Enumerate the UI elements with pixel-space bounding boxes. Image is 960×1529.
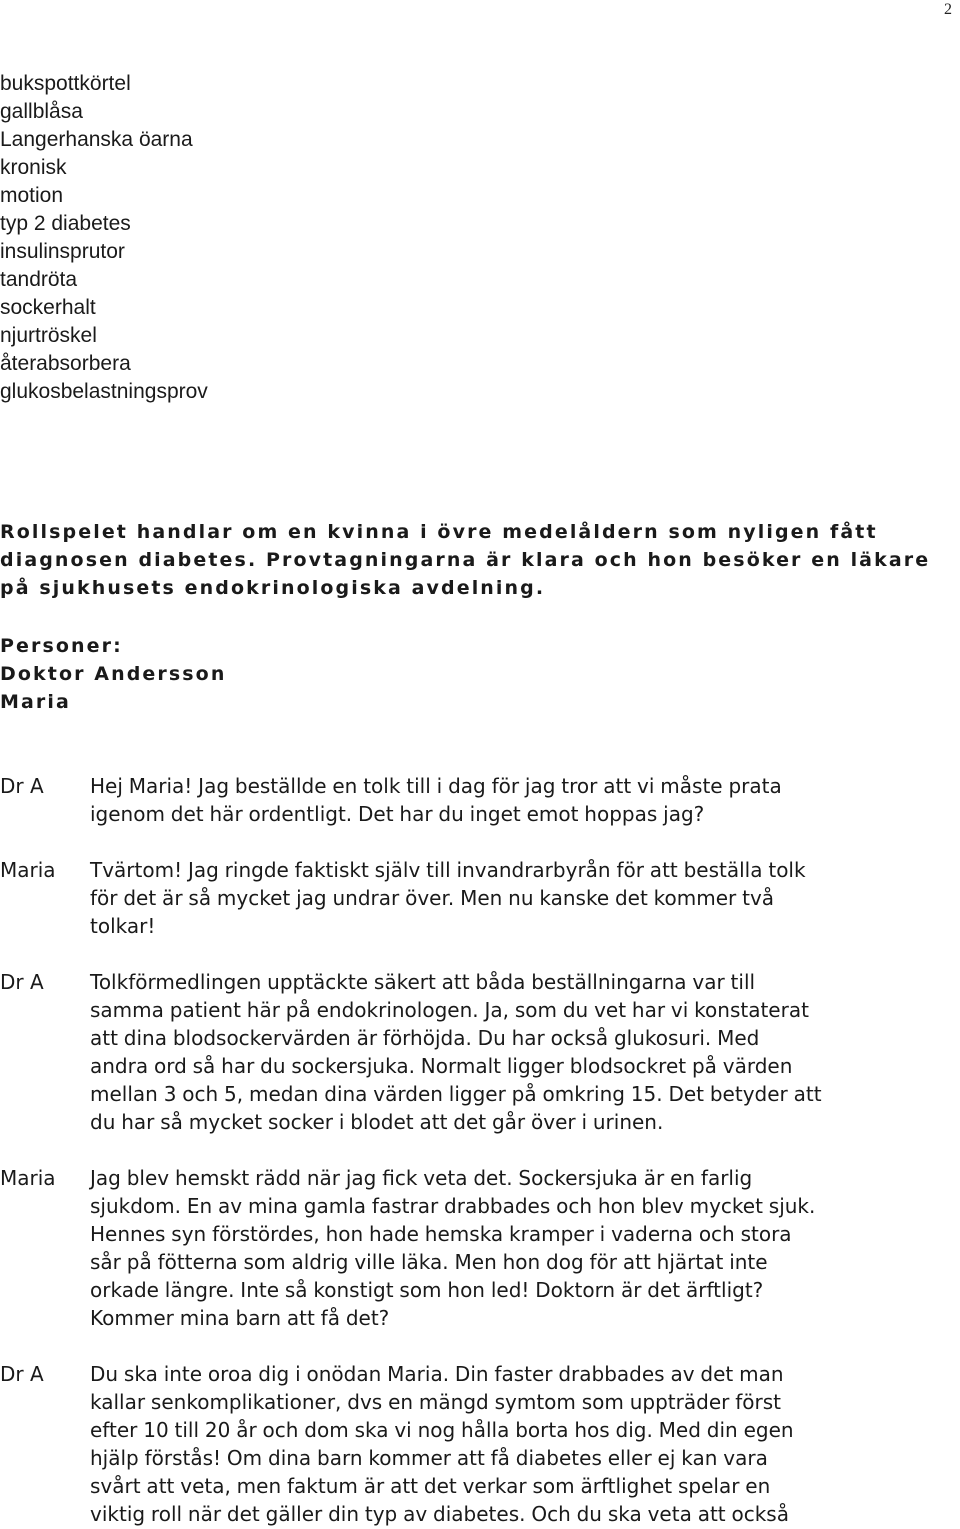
vocabulary-item: återabsorbera xyxy=(0,352,131,375)
dialogue-line: att dina blodsockervärden är förhöjda. Du har också glukosuri. Med xyxy=(90,1026,760,1050)
vocabulary-item: tandröta xyxy=(0,268,78,291)
speaker-label: Dr A xyxy=(0,970,44,994)
dialogue-line: efter 10 till 20 år och dom ska vi nog hålla borta hos dig. Med din egen xyxy=(90,1418,794,1442)
dialogue-line: Jag blev hemskt rädd när jag fick veta det. Sockersjuka är en farlig xyxy=(90,1166,753,1190)
dialogue-turn xyxy=(0,856,960,940)
dialogue-line: Hennes syn förstördes, hon hade hemska kramper i vaderna och stora xyxy=(90,1222,792,1246)
speaker-label: Dr A xyxy=(0,1362,44,1386)
vocabulary-item: insulinsprutor xyxy=(0,240,125,263)
dialogue-line: mellan 3 och 5, medan dina värden ligger på omkring 15. Det betyder att xyxy=(90,1082,822,1106)
vocabulary-item: glukosbelastningsprov xyxy=(0,380,208,403)
dialogue-line: tolkar! xyxy=(90,914,156,938)
dialogue-turn xyxy=(0,1360,960,1528)
vocabulary-list xyxy=(0,70,208,406)
person-name: Doktor Andersson xyxy=(0,663,227,685)
dialogue-turn xyxy=(0,1164,960,1332)
dialogue-line: sjukdom. En av mina gamla fastrar drabbades och hon blev mycket sjuk. xyxy=(90,1194,816,1218)
dialogue-line: för det är så mycket jag undrar över. Men nu kanske det kommer två xyxy=(90,886,775,910)
vocabulary-item: Langerhanska öarna xyxy=(0,128,193,151)
persons-block xyxy=(0,632,226,716)
vocabulary-item: typ 2 diabetes xyxy=(0,212,131,235)
dialogue-line: Kommer mina barn att få det? xyxy=(90,1306,390,1330)
roleplay-intro: Rollspelet handlar om en kvinna i övre medelåldern som nyligen fått diagnosen diabetes. Provtagningarna är klara och hon besöker en läkare på sjukhusets endokrinologiska avdelning. xyxy=(0,521,931,599)
vocabulary-item: sockerhalt xyxy=(0,296,96,319)
dialogue-line: kallar senkomplikationer, dvs en mängd symtom som uppträder först xyxy=(90,1390,781,1414)
dialogue-line: du har så mycket socker i blodet att det går över i urinen. xyxy=(90,1110,664,1134)
speaker-label: Maria xyxy=(0,1166,56,1190)
dialogue-line: hjälp förstås! Om dina barn kommer att få diabetes eller ej kan vara xyxy=(90,1446,768,1470)
speaker-label: Maria xyxy=(0,858,56,882)
dialogue-line: andra ord så har du sockersjuka. Normalt ligger blodsockret på värden xyxy=(90,1054,793,1078)
dialogue-line: svårt att veta, men faktum är att det verkar som ärftlighet spelar en xyxy=(90,1474,771,1498)
dialogue-line: samma patient här på endokrinologen. Ja, som du vet har vi konstaterat xyxy=(90,998,809,1022)
page-number: 2 xyxy=(944,1,952,18)
vocabulary-item: bukspottkörtel xyxy=(0,72,131,95)
dialogue-turn xyxy=(0,772,960,828)
dialogue-line: Hej Maria! Jag beställde en tolk till i dag för jag tror att vi måste prata xyxy=(90,774,782,798)
dialogue xyxy=(0,772,960,1528)
dialogue-line: Tolkförmedlingen upptäckte säkert att båda beställningarna var till xyxy=(90,970,756,994)
dialogue-line: viktig roll när det gäller din typ av diabetes. Och du ska veta att också xyxy=(90,1502,789,1526)
dialogue-line: orkade längre. Inte så konstigt som hon led! Doktorn är det ärftligt? xyxy=(90,1278,764,1302)
person-name: Maria xyxy=(0,691,71,713)
persons-heading: Personer: xyxy=(0,635,123,657)
vocabulary-item: motion xyxy=(0,184,64,207)
vocabulary-item: gallblåsa xyxy=(0,100,83,123)
vocabulary-item: kronisk xyxy=(0,156,67,179)
dialogue-line: sår på fötterna som aldrig ville läka. Men hon dog för att hjärtat inte xyxy=(90,1250,768,1274)
dialogue-line: igenom det här ordentligt. Det har du inget emot hoppas jag? xyxy=(90,802,705,826)
dialogue-line: Du ska inte oroa dig i onödan Maria. Din faster drabbades av det man xyxy=(90,1362,784,1386)
vocabulary-item: njurtröskel xyxy=(0,324,97,347)
dialogue-line: Tvärtom! Jag ringde faktiskt själv till invandrarbyrån för att beställa tolk xyxy=(90,858,806,882)
speaker-label: Dr A xyxy=(0,774,44,798)
dialogue-turn xyxy=(0,968,960,1136)
